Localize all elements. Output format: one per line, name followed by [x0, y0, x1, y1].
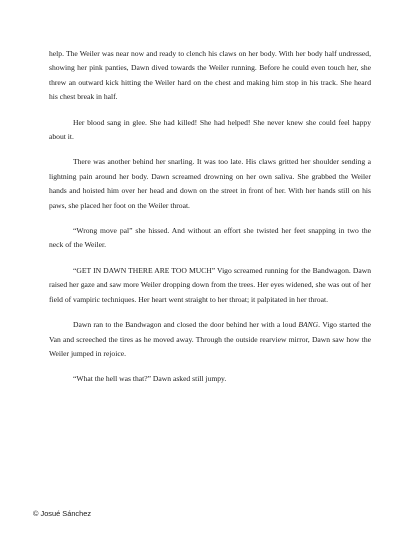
paragraph [49, 264, 371, 307]
paragraph-text: There was another behind her snarling. It was too late. His claws gritted her shoulder sending a lightning pain around her body. Dawn screamed drowning on her own saliva. She grabbed the Weiler hands and hoisted him over her head and down on the street in front of her. With her hands still on his paws, she placed her foot on the Weiler throat. [49, 157, 371, 210]
paragraph [49, 318, 371, 361]
copyright-footer: © Josué Sánchez [33, 509, 92, 518]
paragraph [49, 372, 371, 386]
paragraph-text: Dawn ran to the Bandwagon and closed the door behind her with a loud [73, 320, 299, 330]
paragraph [49, 47, 371, 105]
paragraph-text: “What the hell was that?” Dawn asked still jumpy. [73, 374, 227, 384]
paragraph-text: help. The Weiler was near now and ready to clench his claws on her body. With her body half undressed, showing her pink panties, Dawn dived towards the Weiler running. Before he could even touch her, she threw an outward kick hitting the Weiler hard on the chest and making him stop in his track. She heard his chest break in half. [49, 49, 371, 102]
body-text [49, 47, 371, 387]
paragraph-text: “Wrong move pal” she hissed. And without an effort she twisted her feet snapping in two the neck of the Weiler. [49, 226, 371, 250]
paragraph-text: . Vigo started the Van and screeched the tires as he moved away. Through the outside rearview mirror, Dawn saw how the Weiler jumped in rejoice. [49, 320, 371, 358]
paragraph [49, 116, 371, 145]
paragraph-text: Her blood sang in glee. She had killed! She had helped! She never knew she could feel happy about it. [49, 117, 371, 142]
paragraph-text: “GET IN DAWN THERE ARE TOO MUCH” Vigo screamed running for the Bandwagon. Dawn raised her gaze and saw more Weiler dropping down from the trees. Her eyes widened, she was out of her field of vampiric techniques. Her heart went straight to her throat; it palpitated in her throat. [49, 265, 371, 304]
paragraph [49, 224, 371, 253]
paragraph [49, 155, 371, 213]
emphasis-text: BANG [298, 320, 319, 330]
